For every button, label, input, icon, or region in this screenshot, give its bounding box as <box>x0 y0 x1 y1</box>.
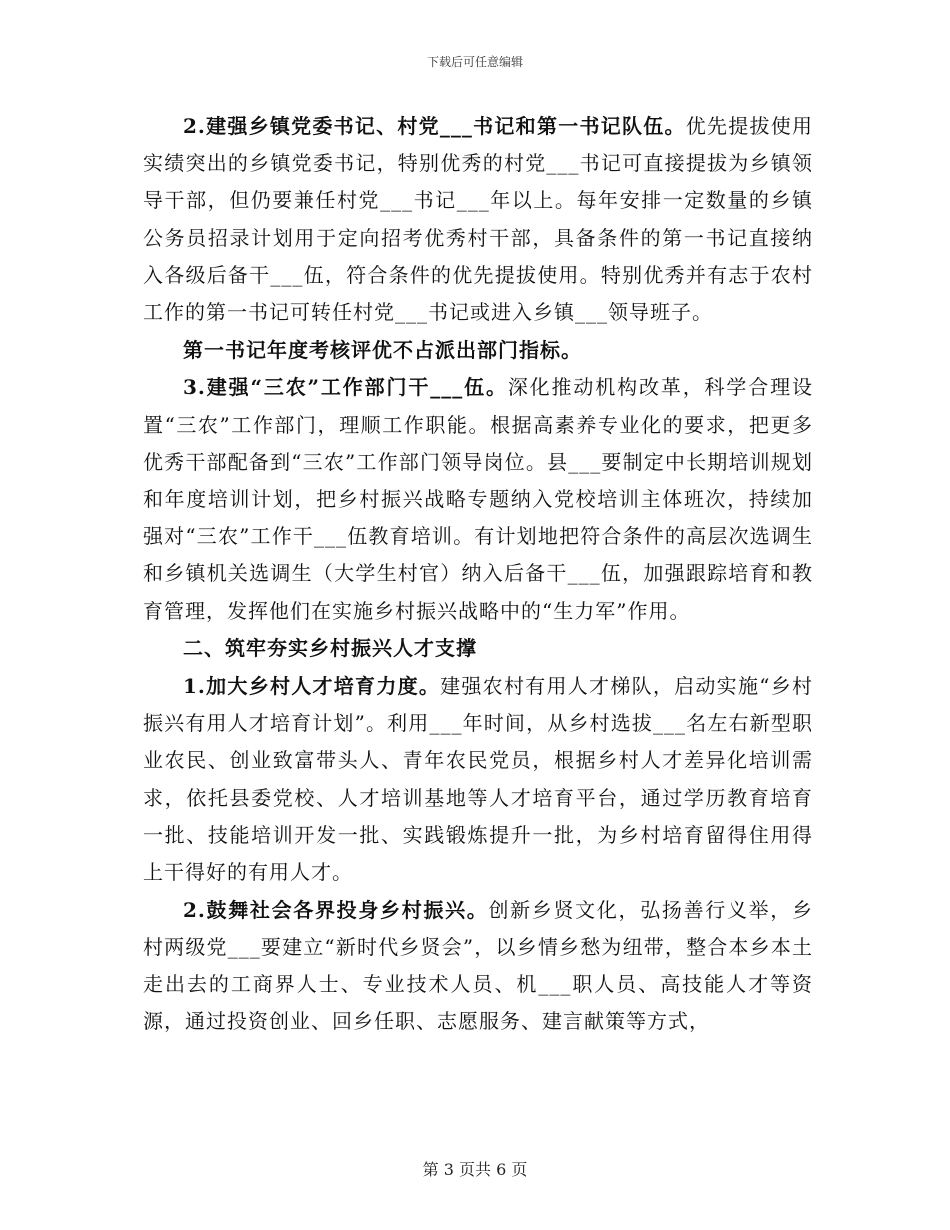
paragraph-heading: 2.建强乡镇党委书记、村党___书记和第一书记队伍。 <box>183 114 686 138</box>
paragraph <box>143 108 813 331</box>
paragraph <box>143 668 813 891</box>
paragraph-heading: 3.建强“三农”工作部门干___伍。 <box>183 375 508 400</box>
paragraph-text: 建强农村有用人才梯队，启动实施“乡村振兴有用人才培育计划”。利用___年时间，从乡村选拔___名左右新型职业农民、创业致富带头人、青年农民党员，根据乡村人才差异化培训需求，依托县委党校、人才培训基地等人才培育平台，通过学历教育培育一批、技能培训开发一批、实践锻炼提升一批，为乡村培育留得住用得上干得好的有用人才。 <box>143 674 813 885</box>
paragraph-heading: 第一书记年度考核评优不占派出部门指标。 <box>183 337 582 362</box>
paragraph-text: 深化推动机构改革，科学合理设置“三农”工作部门，理顺工作职能。根据高素养专业化的要求，把更多优秀干部配备到“三农”工作部门领导岗位。县___要制定中长期培训规划和年度培训计划，把乡村振兴战略专题纳入党校培训主体班次，持续加强对“三农”工作干___伍教育培训。有计划地把符合条件的高层次选调生和乡镇机关选调生（大学生村官）纳入后备干___伍，加强跟踪培育和教育管理，发挥他们在实施乡村振兴战略中的“生力军”作用。 <box>143 375 814 623</box>
section-heading <box>143 630 813 667</box>
paragraph-heading: 1.加大乡村人才培育力度。 <box>183 674 441 699</box>
page-header: 下载后可任意编辑 <box>426 55 523 69</box>
paragraph-text: 优先提拔使用实绩突出的乡镇党委书记，特别优秀的村党___书记可直接提拔为乡镇领导干部，但仍要兼任村党___书记___年以上。每年安排一定数量的乡镇公务员招录计划用于定向招考优秀村干部，具备条件的第一书记直接纳入各级后备干___伍，符合条件的优先提拔使用。特别优秀并有志于农村工作的第一书记可转任村党___书记或进入乡镇___领导班子。 <box>143 114 813 325</box>
document-body <box>143 108 813 1041</box>
page-footer: 第 3 页共 6 页 <box>422 1160 528 1179</box>
paragraph <box>143 369 813 629</box>
paragraph-heading: 2.鼓舞社会各界投身乡村振兴。 <box>183 897 489 922</box>
paragraph <box>143 332 813 369</box>
paragraph-heading: 二、筑牢夯实乡村振兴人才支撑 <box>183 636 477 661</box>
paragraph-text: 创新乡贤文化，弘扬善行义举，乡村两级党___要建立“新时代乡贤会”，以乡情乡愁为纽带，整合本乡本土走出去的工商界人士、专业技术人员、机___职人员、高技能人才等资源，通过投资创业、回乡任职、志愿服务、建言献策等方式， <box>143 897 813 1034</box>
paragraph <box>143 892 813 1041</box>
